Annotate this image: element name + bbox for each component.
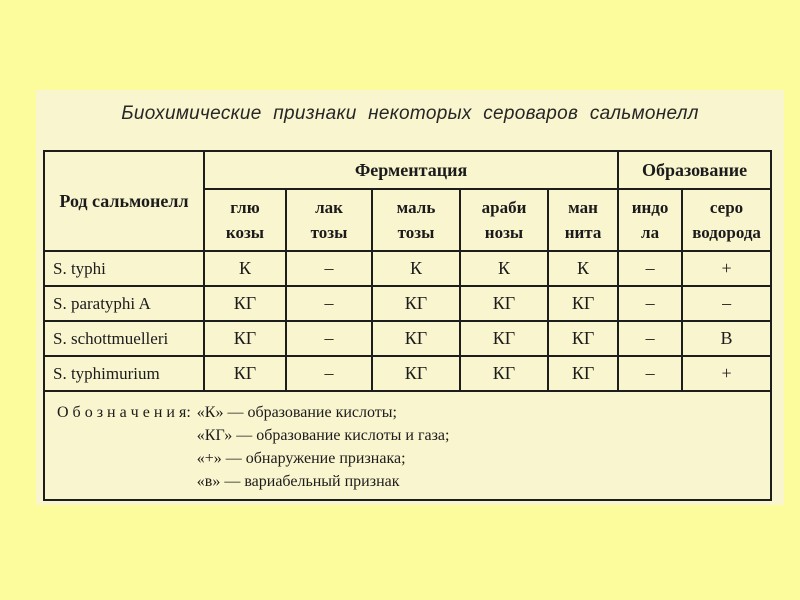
value-cell: – — [618, 356, 682, 391]
column-header-line: серо — [709, 198, 744, 217]
value-cell: КГ — [204, 321, 286, 356]
value-cell: КГ — [372, 286, 460, 321]
legend-cell — [44, 391, 771, 500]
species-name: S. paratyphi A — [44, 286, 204, 321]
slide-title: Биохимические признаки некоторых сероваров сальмонелл — [121, 103, 699, 124]
value-cell: КГ — [548, 356, 618, 391]
column-header-maltose — [372, 189, 460, 251]
column-header-line: араби — [481, 198, 527, 217]
column-header-line: лак — [315, 198, 343, 217]
value-cell: К — [548, 251, 618, 286]
legend-row — [44, 391, 771, 500]
value-cell: КГ — [372, 356, 460, 391]
value-cell: КГ — [204, 286, 286, 321]
value-cell: КГ — [460, 321, 548, 356]
species-name: S. typhimurium — [44, 356, 204, 391]
value-cell: К — [460, 251, 548, 286]
column-header-line: тозы — [397, 223, 435, 242]
value-cell: + — [682, 356, 771, 391]
salmonella-biochem-table — [43, 150, 772, 501]
column-header-line: ман — [568, 198, 598, 217]
column-header-line: маль — [396, 198, 436, 217]
slide-panel — [36, 90, 784, 505]
column-header-line: водорода — [692, 223, 761, 242]
table-row-s-schottmuelleri — [44, 321, 771, 356]
column-header-arabinose — [460, 189, 548, 251]
value-cell: В — [682, 321, 771, 356]
group-header-production: Образование — [618, 151, 771, 189]
legend-items — [197, 401, 450, 493]
column-header-line: тозы — [310, 223, 348, 242]
column-header-line: нита — [564, 223, 602, 242]
value-cell: КГ — [460, 356, 548, 391]
column-header-lactose — [286, 189, 372, 251]
column-header-h2s — [682, 189, 771, 251]
table-row-s-typhi — [44, 251, 771, 286]
value-cell: КГ — [372, 321, 460, 356]
value-cell: – — [286, 356, 372, 391]
corner-header-genus: Род сальмонелл — [44, 151, 204, 251]
value-cell: – — [618, 321, 682, 356]
value-cell: – — [286, 251, 372, 286]
group-header-row — [44, 151, 771, 189]
column-header-line: козы — [225, 223, 265, 242]
value-cell: – — [286, 286, 372, 321]
column-header-line: глю — [230, 198, 260, 217]
column-header-indole — [618, 189, 682, 251]
species-name: S. schottmuelleri — [44, 321, 204, 356]
value-cell: К — [204, 251, 286, 286]
column-header-line: индо — [631, 198, 669, 217]
column-header-line: ла — [641, 223, 660, 242]
value-cell: КГ — [460, 286, 548, 321]
legend-label: О б о з н а ч е н и я: — [57, 404, 191, 421]
value-cell: – — [618, 286, 682, 321]
value-cell: + — [682, 251, 771, 286]
value-cell: – — [286, 321, 372, 356]
value-cell: КГ — [204, 356, 286, 391]
legend — [57, 401, 760, 493]
legend-item-acid-gas: «КГ» — образование кислоты и газа; — [196, 427, 450, 444]
value-cell: КГ — [548, 321, 618, 356]
legend-item-positive: «+» — обнаружение признака; — [196, 450, 406, 467]
species-name: S. typhi — [44, 251, 204, 286]
column-header-line: нозы — [484, 223, 524, 242]
value-cell: – — [618, 251, 682, 286]
table-row-s-typhimurium — [44, 356, 771, 391]
value-cell: К — [372, 251, 460, 286]
legend-item-acid: «К» — образование кислоты; — [196, 404, 397, 421]
column-header-glucose — [204, 189, 286, 251]
value-cell: КГ — [548, 286, 618, 321]
value-cell: – — [682, 286, 771, 321]
column-header-mannitol — [548, 189, 618, 251]
legend-item-variable: «в» — вариабельный признак — [196, 473, 400, 490]
group-header-fermentation: Ферментация — [204, 151, 618, 189]
table-row-s-paratyphi-a — [44, 286, 771, 321]
